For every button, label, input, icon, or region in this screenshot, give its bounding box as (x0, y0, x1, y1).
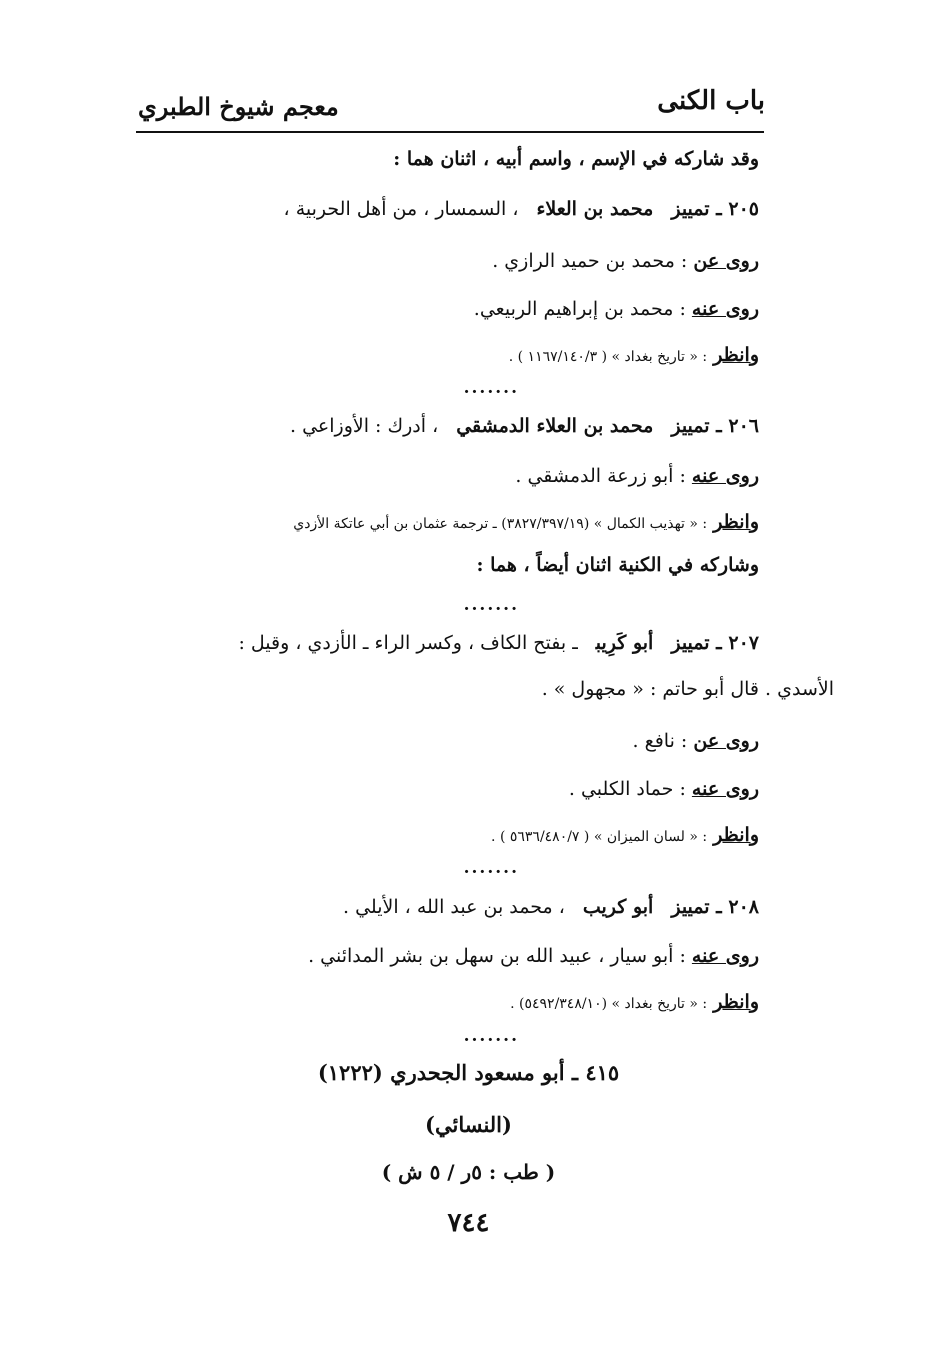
rawa-anhu-label: روى عنه (691, 465, 759, 487)
entry-207-heading (238, 632, 759, 654)
entry-205-name: محمد بن العلاء (536, 198, 654, 220)
entry-207-desc-continued: الأسدي . قال أبو حاتم : « مجهول » . (541, 678, 834, 700)
entry-207-rawa-an (633, 730, 759, 752)
intro-line-2: وشاركه في الكنية اثنان أيضاً ، هما : (476, 554, 759, 576)
rawa-anhu-text: : حماد الكلبي . (568, 778, 686, 800)
entry-207-desc: ـ بفتح الكاف ، وكسر الراء ـ الأزدي ، وقيل : (238, 632, 578, 654)
separator-dots: ....... (463, 595, 519, 615)
chapter-title: باب الكنى (657, 86, 765, 116)
entry-205-desc: ، السمسار ، من أهل الحربية ، (283, 198, 519, 220)
rawa-anhu-label: روى عنه (691, 298, 759, 320)
entry-207-rawa-anhu (569, 778, 759, 800)
entry-205-number: ٢٠٥ ـ تمييز (671, 198, 759, 220)
unzur-label: وانظر (713, 344, 759, 366)
entry-207-name: أبو كَرِيب (595, 632, 654, 654)
section-415-title: ٤١٥ ـ أبو مسعود الجحدري (١٢٢٢) (317, 1060, 620, 1085)
entry-206-rawa-anhu (515, 465, 759, 487)
book-title: معجم شيوخ الطبري (138, 92, 339, 121)
separator-dots: ....... (463, 858, 519, 878)
unzur-text: : « تاريخ بغداد » (٥٤٩٢/٣٤٨/١٠) . (510, 996, 708, 1012)
entry-206-heading (290, 415, 759, 437)
entry-206-unzur (293, 511, 759, 533)
unzur-label: وانظر (713, 511, 759, 533)
unzur-text: : « تاريخ بغداد » ( ١١٦٧/١٤٠/٣ ) . (508, 349, 708, 365)
unzur-text: : « لسان الميزان » ( ٥٦٣٦/٤٨٠/٧ ) . (491, 829, 708, 845)
rawa-anhu-text: : أبو زرعة الدمشقي . (515, 465, 686, 487)
section-415-tb: ( طب : ٥ر / ٥ ش ) (381, 1160, 556, 1184)
separator-dots: ....... (463, 378, 519, 398)
entry-206-number: ٢٠٦ ـ تمييز (671, 415, 759, 437)
entry-208-rawa-anhu (308, 945, 759, 967)
entry-205-heading (284, 198, 759, 220)
entry-208-heading (343, 896, 759, 918)
rawa-an-label: روى عن (693, 250, 759, 272)
entry-208-name: أبو كريب (582, 896, 654, 918)
entry-205-rawa-an (492, 250, 759, 272)
entry-205-unzur (509, 344, 759, 366)
intro-line-1: وقد شاركه في الإسم ، واسم أبيه ، اثنان هما : (393, 148, 759, 170)
unzur-label: وانظر (713, 991, 759, 1013)
entry-206-name: محمد بن العلاء الدمشقي (456, 415, 654, 437)
entry-208-number: ٢٠٨ ـ تمييز (671, 896, 759, 918)
unzur-text: : « تهذيب الكمال » (٣٨٢٧/٣٩٧/١٩) ـ ترجمة عثمان بن أبي عاتكة الأزدي (293, 516, 708, 532)
entry-208-unzur (510, 991, 759, 1013)
entry-206-desc: ، أدرك : الأوزاعي . (289, 415, 439, 437)
page-number: ٧٤٤ (447, 1208, 490, 1238)
section-415-subtitle: (النسائي) (425, 1112, 512, 1137)
entry-207-unzur (491, 824, 759, 846)
rawa-anhu-text: : محمد بن إبراهيم الربيعي. (473, 298, 686, 320)
entry-207-number: ٢٠٧ ـ تمييز (671, 632, 759, 654)
rawa-an-text: : نافع . (632, 730, 688, 752)
rawa-an-label: روى عن (693, 730, 759, 752)
entry-205-rawa-anhu (474, 298, 759, 320)
rawa-anhu-label: روى عنه (691, 945, 759, 967)
header-rule (136, 131, 764, 133)
rawa-anhu-label: روى عنه (691, 778, 759, 800)
entry-208-desc: ، محمد بن عبد الله ، الأيلي . (343, 896, 565, 918)
separator-dots: ....... (463, 1026, 519, 1046)
rawa-an-text: : محمد بن حميد الرازي . (492, 250, 688, 272)
unzur-label: وانظر (713, 824, 759, 846)
rawa-anhu-text: : أبو سيار ، عبيد الله بن سهل بن بشر المدائني . (308, 945, 686, 967)
